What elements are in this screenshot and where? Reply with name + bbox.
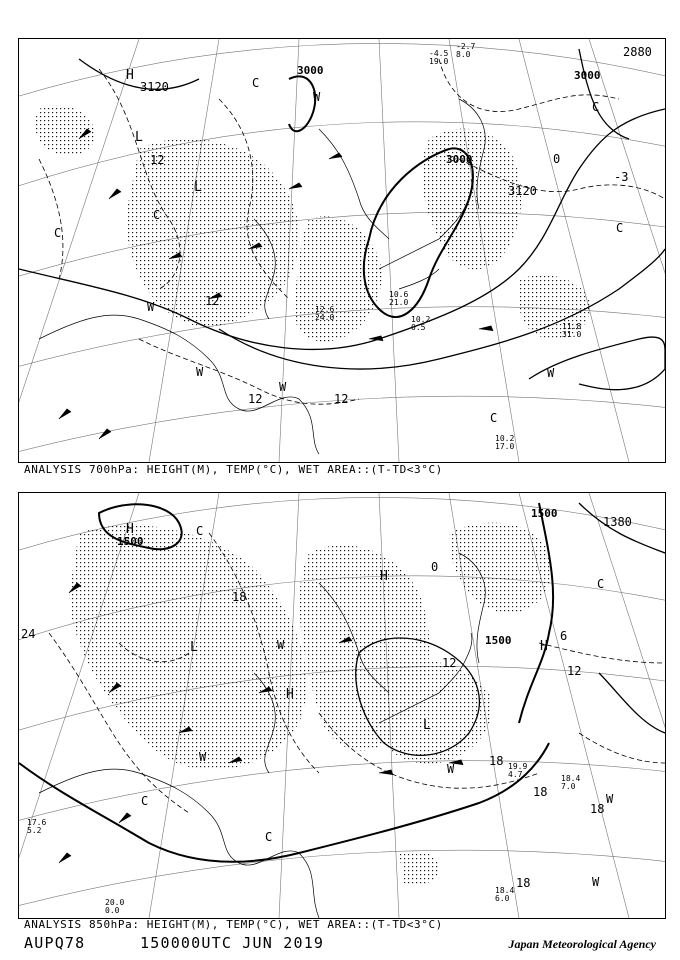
chart-panel-700hpa [18,38,666,463]
station-value: 31.0 [562,330,582,339]
center-w-d: W [279,380,287,394]
height-label-2880: 2880 [623,45,652,59]
center-h-c: H [286,687,294,702]
height-label-3120-a: 3120 [140,80,169,94]
height-label-1500-c: 1500 [485,634,512,647]
station-value: -2.7 [456,42,476,51]
center-c-c: C [141,794,149,808]
center-c-d: C [592,100,600,114]
station-value: 4.7 [508,770,523,779]
temp-label-12-a: 12 [442,656,457,670]
center-w-a: W [313,90,321,104]
station-value: 19.0 [429,57,449,66]
temp-label-12-d: 12 [334,392,349,406]
station-value: 17.6 [27,818,47,827]
center-c-e: C [616,221,624,235]
center-w-e: W [547,366,555,380]
station-value: 17.0 [495,442,515,451]
center-c-c: C [54,226,62,240]
map-850hpa [19,493,665,918]
center-h-a: H [126,522,134,537]
temp-label-minus-3: -3 [614,170,629,184]
station-value: 7.0 [561,782,576,791]
temp-label-18-e: 18 [516,876,531,890]
station-value: 18.4 [495,886,515,895]
station-value: 21.0 [389,298,409,307]
temp-label-0: 0 [553,152,561,166]
temp-label-18-c: 18 [533,785,548,799]
center-c-d: C [265,830,273,844]
agency-name: Japan Meteorological Agency [508,937,656,951]
center-l-b: L [194,180,202,195]
center-w-c: W [447,762,455,776]
height-label-3000-a: 3000 [297,64,324,77]
center-h-d: H [540,639,548,654]
center-h: H [126,68,134,83]
center-h-b: H [380,569,388,584]
center-w-b: W [199,750,207,764]
temp-label-24: 24 [21,627,36,641]
chart-code: AUPQ78 [24,934,86,952]
height-label-1500-a: 1500 [117,535,144,548]
valid-time: 150000UTC JUN 2019 [140,934,325,952]
temp-label-18-d: 18 [590,802,605,816]
center-w-a: W [277,638,285,652]
station-value: 8.0 [456,50,471,59]
station-value: 24.0 [315,313,335,322]
temp-label-18-a: 18 [232,590,247,604]
temp-label-12-b: 12 [205,294,220,308]
wet-areas [35,105,590,342]
center-w-c: W [196,365,204,379]
height-label-3000-c: 3000 [574,69,601,82]
center-w-b: W [147,300,155,314]
center-c-a: C [196,524,204,538]
station-value: 18.4 [561,774,581,783]
center-l-a: L [135,130,143,145]
center-l-b: L [423,718,431,733]
station-value: 19.9 [508,762,528,771]
center-w-e: W [592,875,600,889]
station-value: 12.6 [315,305,335,314]
caption-850hpa: ANALYSIS 850hPa: HEIGHT(M), TEMP(°C), WET AREA::(T-TD<3°C) [24,918,443,931]
height-label-3000-b: 3000 [446,153,473,166]
center-c-f: C [490,411,498,425]
temp-label-6: 6 [560,629,568,643]
center-c-b: C [153,208,161,222]
temp-label-12-c: 12 [248,392,263,406]
map-700hpa [19,39,665,462]
temp-label-12-a: 12 [150,153,165,167]
center-w-d: W [606,792,614,806]
height-label-3120-b: 3120 [508,184,537,198]
center-l-a: L [190,640,198,655]
height-label-1500-b: 1500 [531,507,558,520]
station-value: 10.6 [389,290,409,299]
station-value: 20.0 [105,898,125,907]
station-value: 0.0 [105,906,120,915]
caption-700hpa: ANALYSIS 700hPa: HEIGHT(M), TEMP(°C), WET AREA::(T-TD<3°C) [24,463,443,476]
center-c-b: C [597,577,605,591]
station-value: 0.5 [411,323,426,332]
station-value: -4.5 [429,49,449,58]
temp-label-0: 0 [431,560,439,574]
station-value: 6.0 [495,894,510,903]
station-value: 10.2 [495,434,515,443]
station-value: 10.2 [411,315,431,324]
station-value: 5.2 [27,826,42,835]
station-value: 11.8 [562,322,582,331]
chart-panel-850hpa [18,492,666,919]
temp-label-18-b: 18 [489,754,504,768]
center-c-a: C [252,76,260,90]
temp-label-12-b: 12 [567,664,582,678]
height-label-1380: 1380 [603,515,632,529]
